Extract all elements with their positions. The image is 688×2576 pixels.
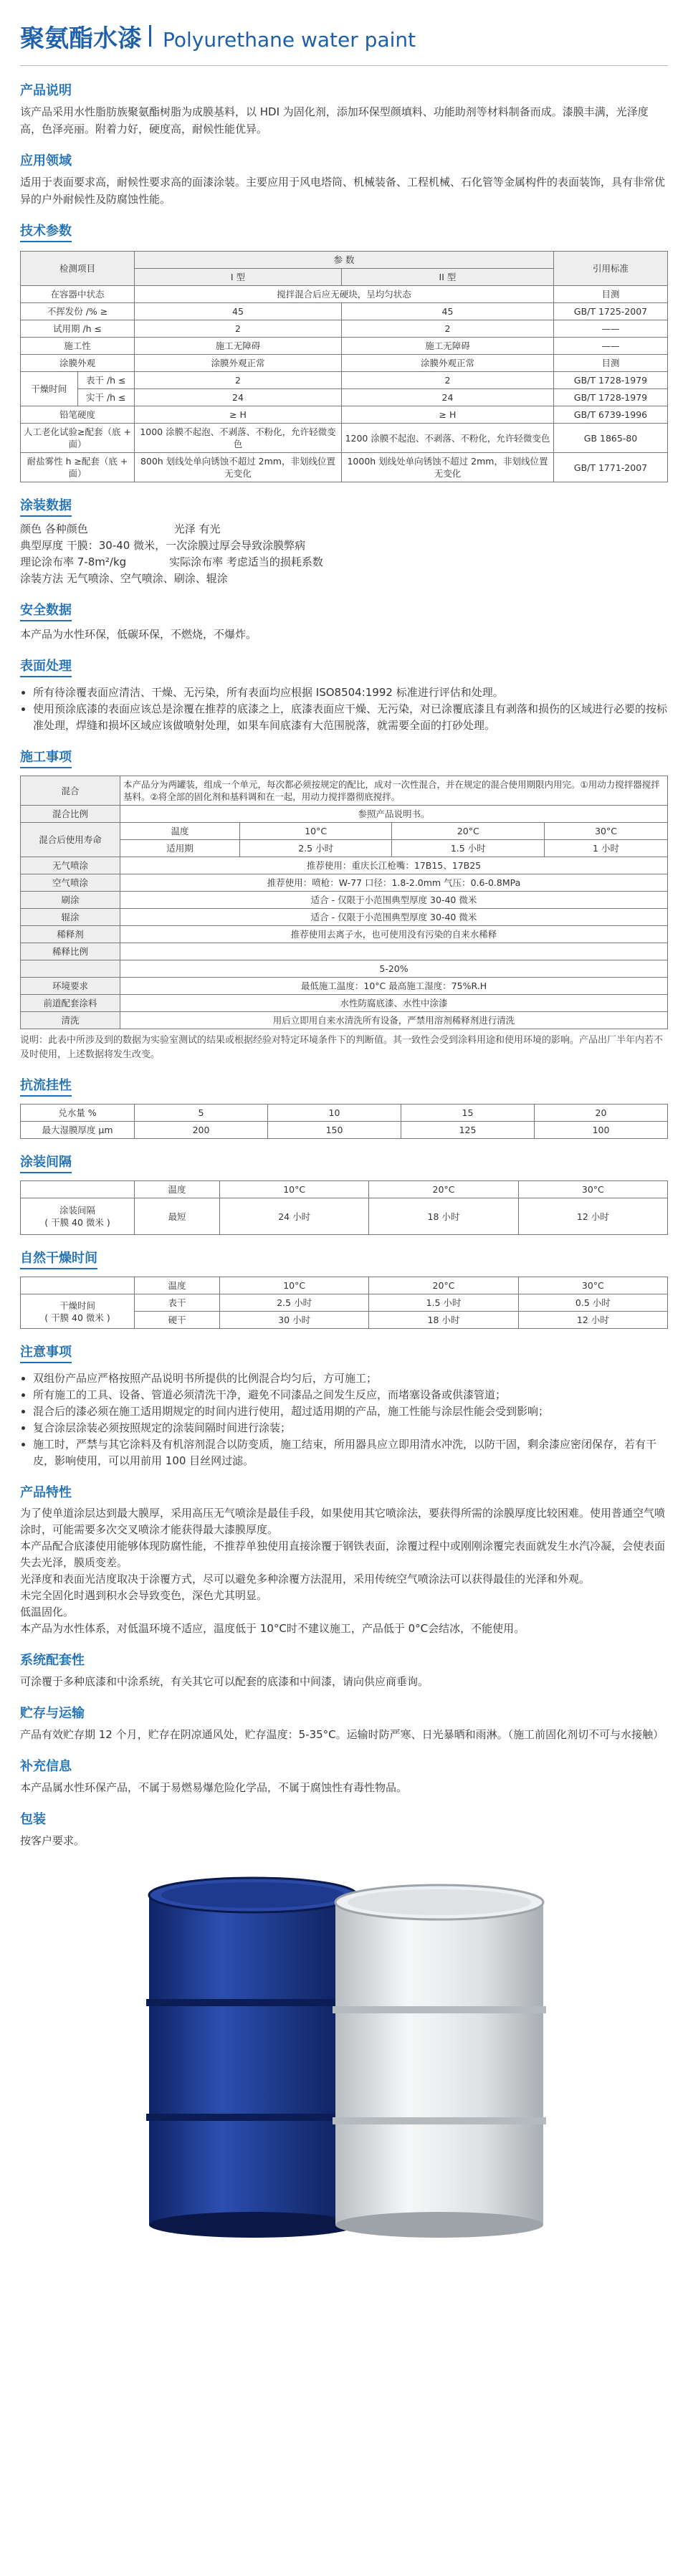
table-row bbox=[21, 1122, 668, 1139]
paint-heading: 涂装数据 bbox=[20, 495, 72, 517]
tech-table bbox=[20, 251, 668, 482]
cell: 表干 bbox=[135, 1294, 220, 1312]
cell: 兑水量 % bbox=[21, 1105, 135, 1122]
cell: 1 小时 bbox=[545, 840, 668, 857]
cell: 温度 bbox=[135, 1277, 220, 1294]
cell: 涂膜外观 bbox=[21, 355, 135, 372]
table-row bbox=[21, 303, 668, 320]
cell: 空气喷涂 bbox=[21, 874, 120, 892]
cell: 10°C bbox=[239, 823, 392, 840]
feature-line: 低温固化。 bbox=[20, 1606, 75, 1618]
table-row bbox=[21, 338, 668, 355]
cell: 18 小时 bbox=[369, 1312, 518, 1329]
paint-thickness: 典型厚度 干膜：30-40 微米，一次涂膜过厚会导致涂膜弊病 bbox=[20, 539, 306, 552]
cell: ≥ H bbox=[341, 406, 553, 424]
tech-heading: 技术参数 bbox=[20, 221, 72, 242]
cell: 1000 涂膜不起泡、不剥落、不粉化，允许轻微变色 bbox=[135, 424, 342, 453]
cell: 24 小时 bbox=[220, 1198, 369, 1235]
cell: 20°C bbox=[369, 1181, 518, 1198]
cell: 125 bbox=[401, 1122, 535, 1139]
table-row bbox=[21, 943, 668, 960]
cell: GB/T 1728-1979 bbox=[554, 372, 668, 389]
table-row bbox=[21, 1198, 668, 1235]
paint-data bbox=[20, 521, 668, 587]
cell: 2.5 小时 bbox=[239, 840, 392, 857]
table-row bbox=[21, 926, 668, 943]
cell: 0.5 小时 bbox=[518, 1294, 667, 1312]
cell: 用后立即用自来水清洗所有设备，严禁用溶剂稀释剂进行清洗 bbox=[120, 1012, 668, 1029]
cell: 24 bbox=[341, 389, 553, 406]
table-row bbox=[21, 1277, 668, 1294]
cell: 2.5 小时 bbox=[220, 1294, 369, 1312]
cell: 最大湿膜厚度 μm bbox=[21, 1122, 135, 1139]
paint-color: 颜色 各种颜色 bbox=[20, 523, 88, 535]
cell: 30 小时 bbox=[220, 1312, 369, 1329]
dry-hard-label: 实干 /h ≤ bbox=[85, 392, 126, 403]
cell: GB/T 1725-2007 bbox=[554, 303, 668, 320]
cell: 混合 bbox=[21, 776, 120, 806]
table-row bbox=[21, 286, 668, 303]
cell: 2 bbox=[135, 372, 342, 389]
cell: 5 bbox=[135, 1105, 268, 1122]
feature-line: 光泽度和表面光洁度取决于涂覆方式，尽可以避免多种涂覆方法混用，采用传统空气喷涂法可以获得最佳的光泽和外观。 bbox=[20, 1573, 591, 1585]
feature-line: 本产品配合底漆使用能够体现防腐性能，不推荐单独使用直接涂覆于钢铁表面，涂覆过程中或刚刚涂覆完表面就发生水汽冷凝，会使表面失去光泽，膜质变差。 bbox=[20, 1540, 666, 1569]
cell: 适合 - 仅限于小范围典型厚度 30-40 微米 bbox=[120, 892, 668, 909]
cell: 推荐使用去离子水，也可使用没有污染的自来水稀释 bbox=[120, 926, 668, 943]
table-row bbox=[21, 355, 668, 372]
col-std: 引用标准 bbox=[554, 252, 668, 286]
page-title: 聚氨酯水漆 bbox=[20, 24, 142, 53]
cell: GB/T 1728-1979 bbox=[554, 389, 668, 406]
paint-actual: 实际涂布率 考虑适当的损耗系数 bbox=[169, 555, 323, 568]
cell: 施工性 bbox=[21, 338, 135, 355]
recoat-sub: ( 干膜 40 微米 ) bbox=[44, 1217, 110, 1228]
cell: 水性防腐底漆、水性中涂漆 bbox=[120, 995, 668, 1012]
table-row bbox=[21, 960, 668, 978]
list-item: • 双组份产品应严格按照产品说明书所提供的比例混合均匀后，方可施工； bbox=[33, 1370, 668, 1387]
page-subtitle: Polyurethane water paint bbox=[163, 28, 416, 52]
header-rule bbox=[20, 65, 668, 66]
cell: 稀释比例 bbox=[21, 943, 120, 960]
cell: 1200 涂膜不起泡、不剥落、不粉化，允许轻微变色 bbox=[341, 424, 553, 453]
table-row bbox=[21, 1294, 668, 1312]
cell bbox=[21, 1294, 135, 1329]
storage-heading: 贮存与运输 bbox=[20, 1706, 85, 1721]
cell: 1000h 划线处单向锈蚀不超过 2mm，非划线位置无变化 bbox=[341, 453, 553, 482]
cell: 目测 bbox=[554, 355, 668, 372]
cell: 10 bbox=[268, 1105, 401, 1122]
cell: 800h 划线处单向锈蚀不超过 2mm，非划线位置无变化 bbox=[135, 453, 342, 482]
cell: 12 小时 bbox=[518, 1312, 667, 1329]
cell: 12 小时 bbox=[518, 1198, 667, 1235]
cell: 2 bbox=[135, 320, 342, 338]
paint-drums-illustration bbox=[20, 1866, 668, 2239]
table-row bbox=[21, 874, 668, 892]
cell: 10°C bbox=[220, 1181, 369, 1198]
pack-text: 按客户要求。 bbox=[20, 1834, 85, 1847]
cell: GB/T 1771-2007 bbox=[554, 453, 668, 482]
extra-text: 本产品属水性环保产品，不属于易燃易爆危险化学品，不属于腐蚀性有毒性物品。 bbox=[20, 1781, 408, 1794]
cell: 45 bbox=[341, 303, 553, 320]
cell: 10°C bbox=[220, 1277, 369, 1294]
cell: 45 bbox=[135, 303, 342, 320]
recoat-heading: 涂装间隔 bbox=[20, 1152, 72, 1173]
cell: GB/T 6739-1996 bbox=[554, 406, 668, 424]
cell: 200 bbox=[135, 1122, 268, 1139]
cell: 无气喷涂 bbox=[21, 857, 120, 874]
cell: 100 bbox=[535, 1122, 668, 1139]
natural-heading: 自然干燥时间 bbox=[20, 1248, 97, 1269]
table-row bbox=[21, 978, 668, 995]
cell: 推荐使用：喷枪：W-77 口径：1.8-2.0mm 气压：0.6-0.8MPa bbox=[120, 874, 668, 892]
cell: 辊涂 bbox=[21, 909, 120, 926]
list-item: • 混合后的漆必须在施工适用期规定的时间内进行使用，超过适用期的产品，施工性能与涂层性能会受到影响； bbox=[33, 1403, 668, 1420]
cell: 搅拌混合后应无硬块，呈均匀状态 bbox=[135, 286, 554, 303]
col-param: 参 数 bbox=[135, 252, 554, 269]
pack-heading: 包装 bbox=[20, 1812, 46, 1827]
storage-text: 产品有效贮存期 12 个月，贮存在阴凉通风处，贮存温度：5-35°C。运输时防严寒、日光暴晒和雨淋。（施工前固化剂切不可与水接触） bbox=[20, 1728, 664, 1741]
table-row bbox=[21, 453, 668, 482]
cell: 温度 bbox=[120, 823, 240, 840]
safety-heading: 安全数据 bbox=[20, 600, 72, 621]
cell: 20°C bbox=[369, 1277, 518, 1294]
cell: 30°C bbox=[518, 1277, 667, 1294]
table-row bbox=[21, 406, 668, 424]
list-item: • 施工时，严禁与其它涂料及有机溶剂混合以防变质，施工结束，所用器具应立即用清水冲洗，以防干固，剩余漆应密闭保存，若有干皮，影响使用，可以用前用 100 目丝网过滤。 bbox=[33, 1436, 668, 1469]
cell: 铅笔硬度 bbox=[21, 406, 135, 424]
cell: 清洗 bbox=[21, 1012, 120, 1029]
table-row bbox=[21, 776, 668, 806]
cell: 硬干 bbox=[135, 1312, 220, 1329]
cell: 1.5 小时 bbox=[392, 840, 545, 857]
cell: 环境要求 bbox=[21, 978, 120, 995]
cell: 温度 bbox=[135, 1181, 220, 1198]
cell: 不挥发份 /% ≥ bbox=[21, 303, 135, 320]
list-item: • 复合涂层涂装必须按照规定的涂装间隔时间进行涂装； bbox=[33, 1420, 668, 1436]
cell: —— bbox=[554, 320, 668, 338]
table-row bbox=[21, 1012, 668, 1029]
system-text: 可涂覆于多种底漆和中涂系统，有关其它可以配套的底漆和中间漆，请向供应商垂询。 bbox=[20, 1675, 429, 1688]
list-item: • 所有待涂覆表面应清洁、干燥、无污染，所有表面均应根据 ISO8504:1992 标准进行评估和处理。 bbox=[33, 684, 668, 701]
construct-heading: 施工事项 bbox=[20, 747, 72, 768]
cell: 2 bbox=[341, 372, 553, 389]
sag-heading: 抗流挂性 bbox=[20, 1075, 72, 1097]
notice-heading: 注意事项 bbox=[20, 1342, 72, 1363]
cell: 最短 bbox=[135, 1198, 220, 1235]
table-row bbox=[21, 1181, 668, 1198]
cell: 推荐使用：重庆长江枪嘴：17B15、17B25 bbox=[120, 857, 668, 874]
dry-label: 干燥时间 bbox=[21, 372, 78, 406]
cell bbox=[21, 960, 120, 978]
app-text: 适用于表面要求高，耐候性要求高的面漆涂装。主要应用于风电塔筒、机械装备、工程机械、石化管等金属构件的表面装饰，具有非常优异的户外耐候性及防腐蚀性能。 bbox=[20, 176, 666, 206]
cell: 参照产品说明书。 bbox=[120, 806, 668, 823]
cell: 施工无障碍 bbox=[341, 338, 553, 355]
cell bbox=[21, 1198, 135, 1235]
list-item: • 所有施工的工具、设备、管道必须清洗干净，避免不同漆品之间发生反应，而堵塞设备或供漆管道； bbox=[33, 1387, 668, 1403]
table-row bbox=[21, 995, 668, 1012]
desc-text: 该产品采用水性脂肪族聚氨酯树脂为成膜基料，以 HDI 为固化剂，添加环保型颜填料、功能助剂等材料制备而成。漆膜丰满，光泽度高，色泽亮丽。附着力好，硬度高，耐候性能优异。 bbox=[20, 105, 649, 135]
cell bbox=[21, 1277, 135, 1294]
cell: 目测 bbox=[554, 286, 668, 303]
extra-heading: 补充信息 bbox=[20, 1759, 72, 1774]
features-text bbox=[20, 1505, 668, 1637]
cell: 施工无障碍 bbox=[135, 338, 342, 355]
paint-method: 涂装方法 无气喷涂、空气喷涂、刷涂、辊涂 bbox=[20, 572, 228, 585]
cell: GB 1865-80 bbox=[554, 424, 668, 453]
cell: —— bbox=[554, 338, 668, 355]
cell: 人工老化试验≥配套（底 + 面） bbox=[21, 424, 135, 453]
cell: 适用期 bbox=[120, 840, 240, 857]
sag-table bbox=[20, 1104, 668, 1139]
cell bbox=[120, 943, 668, 960]
natural-table bbox=[20, 1277, 668, 1329]
col-type1: I 型 bbox=[135, 269, 342, 286]
table-row bbox=[21, 909, 668, 926]
cell: 5-20% bbox=[120, 960, 668, 978]
cell: 适合 - 仅限于小范围典型厚度 30-40 微米 bbox=[120, 909, 668, 926]
table-row bbox=[21, 823, 668, 840]
system-heading: 系统配套性 bbox=[20, 1653, 85, 1668]
paint-gloss: 光泽 有光 bbox=[173, 523, 221, 535]
cell: 1.5 小时 bbox=[369, 1294, 518, 1312]
cell: 15 bbox=[401, 1105, 535, 1122]
cell: 混合后使用寿命 bbox=[21, 823, 120, 857]
cell: 涂膜外观正常 bbox=[135, 355, 342, 372]
table-row bbox=[21, 320, 668, 338]
cell: 试用期 /h ≤ bbox=[21, 320, 135, 338]
notice-list bbox=[20, 1370, 668, 1469]
cell: 20 bbox=[535, 1105, 668, 1122]
table-row bbox=[21, 892, 668, 909]
cell: 刷涂 bbox=[21, 892, 120, 909]
construct-note: 说明：此表中所涉及到的数据为实验室测试的结果或根据经验对特定环境条件下的判断值。其一致性会受到涂料用途和使用环境的影响。产品出厂半年内若不及时使用，上述数据将发生改变。 bbox=[20, 1035, 664, 1060]
paint-theory: 理论涂布率 7-8m²/kg bbox=[20, 555, 127, 568]
cell bbox=[21, 1181, 135, 1198]
cell: ≥ H bbox=[135, 406, 342, 424]
cell: 耐盐雾性 h ≥配套（底 + 面） bbox=[21, 453, 135, 482]
dry-surf-label: 表干 /h ≤ bbox=[78, 372, 135, 389]
cell: 150 bbox=[268, 1122, 401, 1139]
cell: 30°C bbox=[545, 823, 668, 840]
cell: 稀释剂 bbox=[21, 926, 120, 943]
cell: 本产品分为两罐装，组成一个单元，每次都必须按规定的配比，成对一次性混合，并在规定的混合使用期限内用完。①用动力搅拌器搅拌基料。②将全部的固化剂和基料调和在一起，用动力搅拌器彻底搅拌。 bbox=[120, 776, 668, 806]
cell bbox=[21, 372, 135, 406]
desc-heading: 产品说明 bbox=[20, 83, 72, 98]
cell: 24 bbox=[135, 389, 342, 406]
table-row bbox=[21, 1105, 668, 1122]
cell: 混合比例 bbox=[21, 806, 120, 823]
cell: 前道配套涂料 bbox=[21, 995, 120, 1012]
cell: 2 bbox=[341, 320, 553, 338]
table-row bbox=[21, 857, 668, 874]
page-header bbox=[20, 19, 668, 54]
recoat-table bbox=[20, 1180, 668, 1235]
white-drum bbox=[333, 1885, 546, 2238]
cell: 30°C bbox=[518, 1181, 667, 1198]
feature-line: 为了使单道涂层达到最大膜厚，采用高压无气喷涂是最佳手段，如果使用其它喷涂法，要获得所需的涂膜厚度比较困难。使用普通空气喷涂时，可能需要多次交叉喷涂才能获得最大漆膜厚度。 bbox=[20, 1507, 666, 1536]
feature-line: 未完全固化时遇到积水会导致变色，深色尤其明显。 bbox=[20, 1589, 268, 1602]
table-row bbox=[21, 424, 668, 453]
app-heading: 应用领域 bbox=[20, 153, 72, 168]
natural-sub: ( 干膜 40 微米 ) bbox=[44, 1312, 110, 1323]
natural-label: 干燥时间 bbox=[59, 1299, 95, 1311]
safety-text: 本产品为水性环保，低碳环保，不燃烧，不爆炸。 bbox=[20, 628, 257, 641]
cell: 最低施工温度：10°C 最高施工湿度：75%R.H bbox=[120, 978, 668, 995]
surface-heading: 表面处理 bbox=[20, 656, 72, 677]
cell: 在容器中状态 bbox=[21, 286, 135, 303]
features-heading: 产品特性 bbox=[20, 1485, 72, 1500]
list-item: • 使用预涂底漆的表面应该总是涂覆在推荐的底漆之上，底漆表面应干燥、无污染，对已涂覆底漆且有剥落和损伤的区域进行必要的按标准处理，焊缝和损坏区域应该做喷射处理，如果车间底漆有大范围脱落，就需要全面的打砂处理。 bbox=[33, 701, 668, 734]
cell: 20°C bbox=[392, 823, 545, 840]
col-item: 检测项目 bbox=[21, 252, 135, 286]
title-divider bbox=[149, 25, 151, 47]
col-type2: II 型 bbox=[341, 269, 553, 286]
cell: 涂膜外观正常 bbox=[341, 355, 553, 372]
construct-table bbox=[20, 776, 668, 1029]
table-row bbox=[21, 806, 668, 823]
table-row bbox=[21, 372, 668, 389]
cell: 18 小时 bbox=[369, 1198, 518, 1235]
surface-list bbox=[20, 684, 668, 734]
feature-line: 本产品为水性体系，对低温环境不适应，温度低于 10°C时不建议施工，产品低于 0°C会结冰，不能使用。 bbox=[20, 1622, 525, 1635]
blue-drum bbox=[146, 1878, 360, 2238]
recoat-label: 涂装间隔 bbox=[59, 1205, 95, 1216]
product-image bbox=[20, 1866, 668, 2239]
